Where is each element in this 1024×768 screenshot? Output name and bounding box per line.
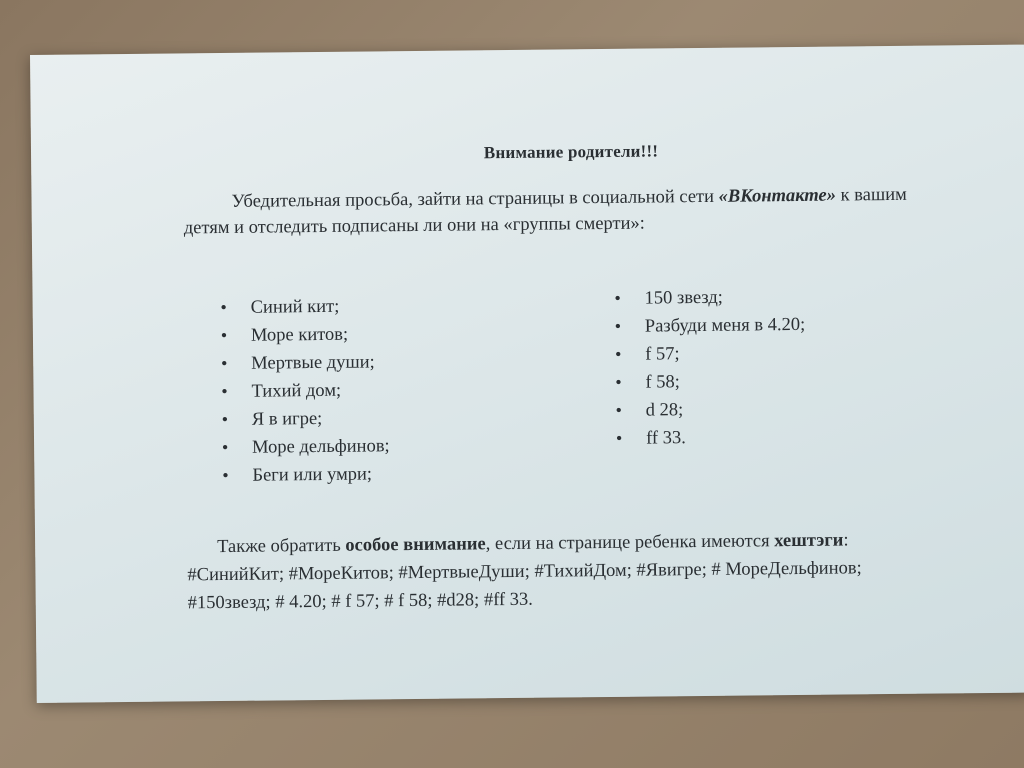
list-item: ● Я в игре; [222,404,390,434]
list-item: ● f 58; [615,367,806,397]
list-item: ● ff 33. [616,423,807,453]
hashtags-paragraph [187,525,948,617]
footer-text-2: , если на странице ребенка имеются [485,531,775,555]
groups-list-left [221,292,391,490]
list-item: ● Море китов; [221,320,389,350]
list-item: ● Беги или умри; [222,460,390,490]
intro-text-before: Убедительная просьба, зайти на страницы в социальной сети [231,186,719,212]
intro-brand: «ВКонтакте» [718,185,837,207]
paper-sheet [30,45,1024,703]
intro-paragraph [183,182,924,242]
intro-text-after: к вашим детям и отследить подписаны ли они на «группы смерти»: [183,184,907,239]
footer-hashtags-label: хештэги [774,530,844,552]
list-item: ● Море дельфинов; [222,432,390,462]
footer-hashtags: : #СинийКит; #МореКитов; #МертвыеДуши; #ТихийДом; #Явигре; # МореДельфинов; #150звезд; # 4.20; # f 57; # f 58; #d28; #ff 33. [187,530,862,614]
list-item: ● f 57; [615,339,806,369]
list-item: ● 150 звезд; [614,283,805,313]
groups-list-right [614,283,806,453]
page-title: Внимание родители!!! [483,141,659,163]
list-item: ● Синий кит; [221,292,389,322]
list-item: ● Мертвые души; [221,348,389,378]
footer-emphasis: особое внимание [345,534,486,556]
paragraph-indent [184,207,232,208]
footer-text-1: Также обратить [217,535,346,558]
list-item: ● Тихий дом; [221,376,389,406]
list-item: ● d 28; [616,395,807,425]
list-item: ● Разбуди меня в 4.20; [615,311,806,341]
